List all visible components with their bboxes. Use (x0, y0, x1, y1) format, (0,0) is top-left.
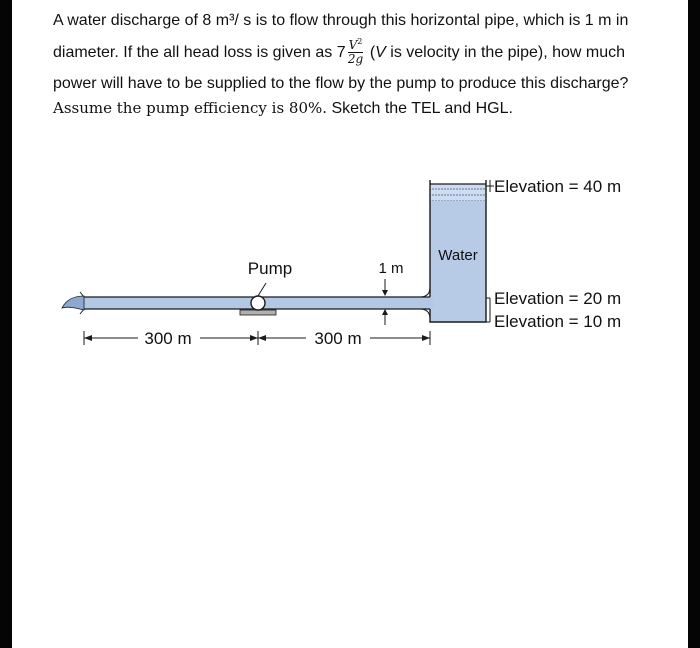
sketch-instruction: Sketch the TEL and HGL. (327, 100, 513, 117)
velocity-symbol: V (375, 43, 386, 61)
problem-line-2-start: diameter. If the all head loss is given as 7 (53, 43, 346, 61)
diameter-indicator (378, 260, 403, 325)
pump-base (240, 310, 276, 315)
pump-label: Pump (247, 259, 293, 278)
fraction-numerator: $V^2$ (348, 36, 363, 52)
elevation-20-label: Elevation = 20 m (494, 289, 622, 308)
problem-line-3: power will have to be supplied to the flow by the pump to produce this discharge? (53, 74, 629, 92)
water-surface-hatch (430, 184, 486, 201)
reservoir-tank (430, 180, 486, 322)
pump-casing (251, 296, 265, 310)
fraction-denominator: 2g (347, 51, 364, 66)
elevation-40-label: Elevation = 40 m (494, 177, 622, 196)
diameter-label: 1 m (378, 260, 404, 277)
efficiency-assumption: Assume the pump efficiency is 80%. (53, 99, 328, 117)
problem-line-2: diameter. If the all head loss is given as 7 $\frac{V^2}{2g}$ (V is velocity in the pipe), how much (53, 36, 626, 66)
distance-right-label: 300 m (314, 329, 362, 348)
distance-left-label: 300 m (144, 329, 192, 348)
problem-line-2-end: is velocity in the pipe), how much (385, 43, 626, 61)
elevation-markers (486, 177, 621, 331)
elevation-10-label: Elevation = 10 m (494, 312, 622, 331)
problem-line-1: A water discharge of 8 m³/ s is to flow through this horizontal pipe, which is 1 m in (53, 12, 629, 29)
water-label: Water (438, 247, 478, 264)
discharge-jet (62, 296, 84, 310)
distance-dimensions (84, 329, 430, 348)
